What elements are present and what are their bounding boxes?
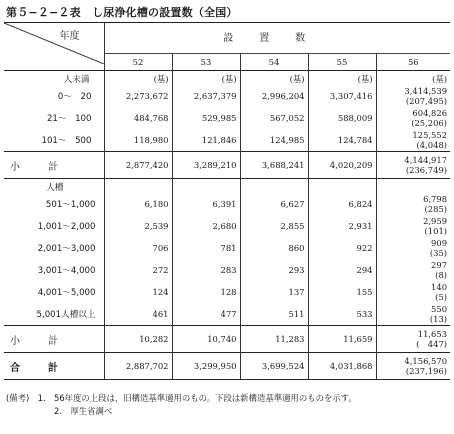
cell-56-new: (237,196) <box>405 366 448 376</box>
cell-53: 10,740 <box>172 326 240 353</box>
row-label: 3,001〜4,000 <box>4 259 104 281</box>
cell-56-new: (101) <box>424 226 448 236</box>
table-row <box>4 193 450 215</box>
cell-56 <box>376 85 450 107</box>
section2-label: 人槽 <box>4 179 104 194</box>
cell-52: 2,539 <box>104 215 172 237</box>
cell-56-old: 604,826 <box>412 108 448 118</box>
corner-header-cell <box>4 23 104 71</box>
cell-53: 283 <box>172 259 240 281</box>
table-row <box>4 215 450 237</box>
cell-54: 137 <box>240 281 308 303</box>
cell-52: 461 <box>104 303 172 326</box>
cell-56-old: 2,959 <box>423 216 448 226</box>
unit-53: (基) <box>172 71 240 86</box>
cell-56-old: 909 <box>431 238 448 248</box>
cell-56-old: 297 <box>431 260 448 270</box>
cell-54: 860 <box>240 237 308 259</box>
cell-55: 6,824 <box>308 193 376 215</box>
cell-56 <box>376 193 450 215</box>
table-row <box>4 259 450 281</box>
row-label: 501〜1,000 <box>4 193 104 215</box>
row-label: 1,001〜2,000 <box>4 215 104 237</box>
cell-52: 2,273,672 <box>104 85 172 107</box>
cell-54: 511 <box>240 303 308 326</box>
cell-56 <box>376 326 450 353</box>
cell-56-new: (285) <box>424 204 448 214</box>
cell-53: 477 <box>172 303 240 326</box>
cell-52: 272 <box>104 259 172 281</box>
cell-53: 781 <box>172 237 240 259</box>
row-label: 5,001人槽以上 <box>4 303 104 326</box>
row-label: 4,001〜5,000 <box>4 281 104 303</box>
cell-56 <box>376 215 450 237</box>
year-56: 56 <box>407 57 419 67</box>
cell-56-new: (207,495) <box>405 96 448 106</box>
cell-52: 6,180 <box>104 193 172 215</box>
year-52: 52 <box>104 54 172 71</box>
unit-56: (基) <box>432 74 448 84</box>
cell-56-new: (236,749) <box>405 165 448 175</box>
cell-56-old: 3,414,539 <box>404 86 448 96</box>
subtotal-label: 小計 <box>4 152 104 179</box>
cell-56 <box>376 353 450 380</box>
cell-56 <box>376 237 450 259</box>
cell-55: 922 <box>308 237 376 259</box>
cell-54: 3,699,524 <box>240 353 308 380</box>
note-1: (備考) 1. 56年度の上段は，旧構造基準適用のもの。下段は新構造基準適用のものを示す。 <box>6 393 357 403</box>
table-row <box>4 237 450 259</box>
cell-54: 124,985 <box>240 129 308 152</box>
cell-54: 3,688,241 <box>240 152 308 179</box>
row-label: 101〜 500 <box>4 129 104 152</box>
cell-55: 124,784 <box>308 129 376 152</box>
cell-52: 2,877,420 <box>104 152 172 179</box>
cell-52: 118,980 <box>104 129 172 152</box>
cell-56 <box>376 259 450 281</box>
diagonal-line <box>4 23 104 64</box>
year-label: 年度 <box>59 31 80 42</box>
table-title: 第５−２−２表 し尿浄化槽の設置数（全国） <box>6 6 238 19</box>
cell-55: 2,931 <box>308 215 376 237</box>
cell-52: 484,768 <box>104 107 172 129</box>
cell-53: 2,637,379 <box>172 85 240 107</box>
cell-54: 567,052 <box>240 107 308 129</box>
total-row <box>4 353 450 380</box>
cell-56-old: 4,144,917 <box>404 155 448 165</box>
group-header: 設置数 <box>104 23 450 54</box>
cell-52: 706 <box>104 237 172 259</box>
note-2: 2. 厚生省調べ <box>54 406 113 416</box>
cell-53: 3,289,210 <box>172 152 240 179</box>
cell-56 <box>376 129 450 152</box>
header-row-1 <box>4 23 450 54</box>
cell-56 <box>376 303 450 326</box>
table-row <box>4 85 450 107</box>
section2-label-row <box>4 179 450 194</box>
subtotal-row <box>4 152 450 179</box>
cell-56-new: (4,048) <box>416 140 448 150</box>
year-53: 53 <box>172 54 240 71</box>
cell-56-old: 125,552 <box>412 130 448 140</box>
total-label: 合計 <box>4 353 104 380</box>
year-54: 54 <box>240 54 308 71</box>
table-row <box>4 303 450 326</box>
cell-56 <box>376 152 450 179</box>
cell-56 <box>376 281 450 303</box>
cell-55: 4,020,209 <box>308 152 376 179</box>
cell-56-old: 4,156,570 <box>404 356 448 366</box>
unit-52: (基) <box>104 71 172 86</box>
cell-53: 3,299,950 <box>172 353 240 380</box>
cell-56-old: 6,798 <box>423 194 448 204</box>
cell-55: 533 <box>308 303 376 326</box>
subtotal-label: 小計 <box>4 326 104 353</box>
cell-56-new: (13) <box>429 314 448 324</box>
cell-53: 6,391 <box>172 193 240 215</box>
cell-54: 11,283 <box>240 326 308 353</box>
cell-54: 2,996,204 <box>240 85 308 107</box>
cell-56-new: ( 447) <box>416 339 448 349</box>
unit-row <box>4 71 450 86</box>
cell-55: 588,009 <box>308 107 376 129</box>
cell-56-new: (35) <box>429 248 448 258</box>
cell-54: 2,855 <box>240 215 308 237</box>
table-row <box>4 107 450 129</box>
cell-56 <box>376 107 450 129</box>
cell-52: 2,887,702 <box>104 353 172 380</box>
cell-53: 128 <box>172 281 240 303</box>
row-label: 0〜 20 <box>4 85 104 107</box>
row-label: 2,001〜3,000 <box>4 237 104 259</box>
cell-53: 529,985 <box>172 107 240 129</box>
table-row <box>4 129 450 152</box>
subtotal-row <box>4 326 450 353</box>
cell-53: 2,680 <box>172 215 240 237</box>
septic-tank-table <box>4 22 450 380</box>
cell-56-old: 140 <box>431 282 448 292</box>
cell-55: 3,307,416 <box>308 85 376 107</box>
cell-55: 155 <box>308 281 376 303</box>
cell-54: 293 <box>240 259 308 281</box>
cell-56-new: (8) <box>435 270 448 280</box>
cell-53: 121,846 <box>172 129 240 152</box>
unit-55: (基) <box>308 71 376 86</box>
cell-54: 6,627 <box>240 193 308 215</box>
section1-label: 人未満 <box>4 71 104 86</box>
cell-55: 11,659 <box>308 326 376 353</box>
cell-55: 294 <box>308 259 376 281</box>
year-55: 55 <box>308 54 376 71</box>
cell-56-old: 11,653 <box>417 329 448 339</box>
cell-52: 10,282 <box>104 326 172 353</box>
table-row <box>4 281 450 303</box>
cell-56-new: (5) <box>435 292 448 302</box>
cell-56-new: (25,206) <box>411 118 448 128</box>
row-label: 21〜 100 <box>4 107 104 129</box>
cell-55: 4,031,868 <box>308 353 376 380</box>
notes <box>6 392 454 418</box>
cell-56-old: 550 <box>431 304 448 314</box>
unit-54: (基) <box>240 71 308 86</box>
cell-52: 124 <box>104 281 172 303</box>
